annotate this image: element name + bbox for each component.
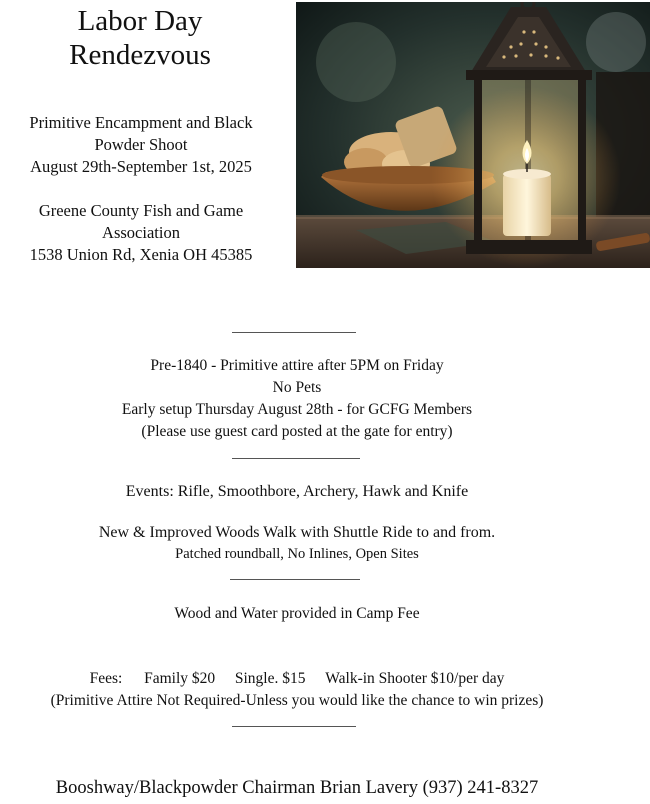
camp-provided-note: Wood and Water provided in Camp Fee	[174, 605, 420, 622]
fee-family: Family $20	[144, 670, 216, 687]
contact-line: Booshway/Blackpowder Chairman Brian Lavery (937) 241-8327	[55, 778, 539, 798]
host-name-line-2: Association	[102, 223, 180, 242]
fees-line	[0, 668, 594, 690]
host-name-line-1: Greene County Fish and Game	[38, 201, 244, 220]
early-setup-note: Early setup Thursday August 28th - for GCFG Members	[121, 401, 473, 418]
attire-rule: Pre-1840 - Primitive attire after 5PM on Friday	[150, 357, 444, 374]
event-name-line-1: Primitive Encampment and Black	[29, 113, 253, 132]
title-line-1: Labor Day	[77, 5, 203, 37]
camp-section	[0, 603, 594, 625]
fee-single: Single. $15	[234, 670, 306, 687]
walk-rules-section	[0, 543, 594, 565]
pets-rule: No Pets	[272, 379, 322, 396]
woods-walk-section	[0, 522, 594, 544]
section-divider	[232, 332, 356, 333]
host-address: 1538 Union Rd, Xenia OH 45385	[29, 245, 253, 264]
events-section	[0, 481, 594, 503]
section-divider	[230, 579, 360, 580]
lantern-candle-image	[296, 2, 650, 268]
lantern-photo	[296, 2, 650, 268]
event-dates: August 29th-September 1st, 2025	[30, 157, 252, 176]
event-name-line-2: Powder Shoot	[94, 135, 188, 154]
woods-walk-note: New & Improved Woods Walk with Shuttle Ride to and from.	[98, 524, 496, 541]
events-list: Events: Rifle, Smoothbore, Archery, Hawk and Knife	[125, 483, 469, 500]
walk-rules: Patched roundball, No Inlines, Open Sites	[175, 546, 419, 562]
event-intro	[0, 112, 282, 266]
fee-walk-in: Walk-in Shooter $10/per day	[325, 670, 505, 687]
guest-card-note: (Please use guest card posted at the gate for entry)	[141, 423, 453, 440]
fees-section	[0, 668, 594, 712]
section-divider	[232, 726, 356, 727]
rules-section	[0, 355, 594, 443]
fees-label: Fees:	[89, 670, 123, 687]
section-divider	[232, 458, 360, 459]
fees-attire-note: (Primitive Attire Not Required-Unless you would like the chance to win prizes)	[50, 692, 544, 709]
title-line-2: Rendezvous	[69, 39, 211, 71]
flyer-title	[0, 4, 280, 72]
